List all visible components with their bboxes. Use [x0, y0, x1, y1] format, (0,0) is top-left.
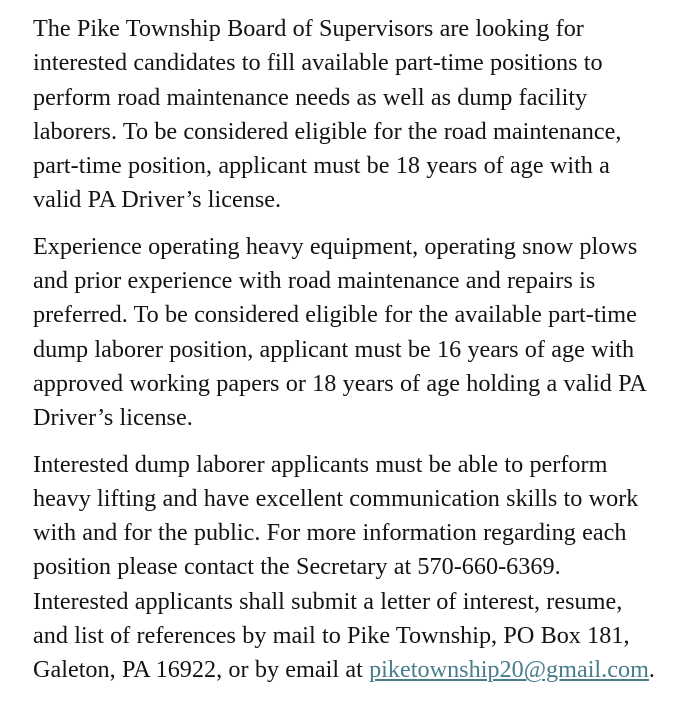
paragraph-application-contact-text-after-link: .	[648, 656, 655, 684]
email-link[interactable]: piketownship20@gmail.com	[369, 656, 649, 684]
paragraph-experience-requirements: Experience operating heavy equipment, operating snow plows and prior experience with road maintenance and repairs is preferred. To be considered eligible for the available part-time dump laborer position, applicant must be 16 years of age with approved working papers or 18 years of age holding a valid PA Driver’s license.	[33, 232, 646, 432]
paragraph-application-contact	[33, 448, 655, 688]
paragraph-application-contact-text-before-link: Interested dump laborer applicants must be able to perform heavy lifting and have excellent communication skills to work with and for the public. For more information regarding each position please contact the Secretary at 570-660-6369. Interested applicants shall submit a letter of interest, resume, and list of references by mail to Pike Township, PO Box 181, Galeton, PA 16922, or by email at	[33, 450, 639, 684]
paragraph-positions-overview: The Pike Township Board of Supervisors are looking for interested candidates to fill available part-time positions to perform road maintenance needs as well as dump facility laborers. To be considered eligible for the road maintenance, part-time position, applicant must be 18 years of age with a valid PA Driver’s license.	[33, 15, 622, 214]
